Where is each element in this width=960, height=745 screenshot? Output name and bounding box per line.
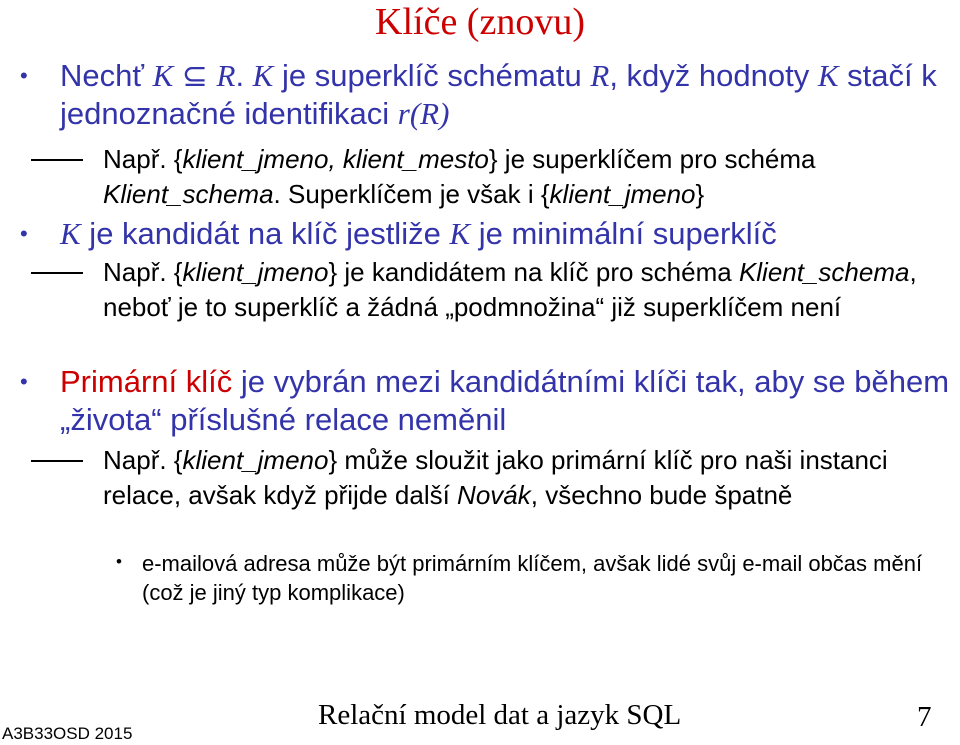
slide-title: Klíče (znovu) [375, 1, 585, 43]
sub-bullet-candidate-key-example: Např. {klient_jmeno} je kandidátem na klíč pro schéma Klient_schema, neboť je to superklíč a žádná „podmnožina“ již superklíčem není [103, 255, 958, 325]
sub-bullet-superkey-example: Např. {klient_jmeno, klient_mesto} je superklíčem pro schéma Klient_schema. Superklíčem je však i {klient_jmeno} [103, 142, 958, 212]
bullet-dot-icon: • [20, 369, 28, 394]
footer-page-number: 7 [917, 701, 932, 733]
bullet-superkey-definition: • Nechť K ⊆ R. K je superklíč schématu R, když hodnoty K stačí k jednoznačné identifikaci r(R) [20, 58, 937, 131]
sub-bullet-primary-key-example: Např. {klient_jmeno} může sloužit jako primární klíč pro naši instanci relace, avšak když přijde další Novák, všechno bude špatně [103, 443, 958, 513]
sub-sub-bullet-email-note: • e-mailová adresa může být primárním klíčem, avšak lidé svůj e-mail občas mění (což je jiný typ komplikace) [142, 549, 932, 607]
bullet-dot-icon: • [116, 552, 122, 571]
bullet-primary-key-definition: • Primární klíč je vybrán mezi kandidátními klíči tak, aby se během „života“ příslušné relace neměnil [20, 364, 950, 437]
dash-icon [31, 159, 83, 161]
footer-topic: Relační model dat a jazyk SQL [318, 699, 682, 731]
dash-icon [31, 460, 83, 462]
dash-icon [31, 272, 83, 274]
primary-key-term: Primární klíč [60, 364, 233, 399]
bullet-dot-icon: • [20, 63, 28, 88]
bullet-dot-icon: • [20, 221, 28, 246]
bullet-candidate-key-definition: • K je kandidát na klíč jestliže K je minimální superklíč [20, 216, 777, 251]
footer-course: A3B33OSD 2015 [2, 724, 133, 743]
